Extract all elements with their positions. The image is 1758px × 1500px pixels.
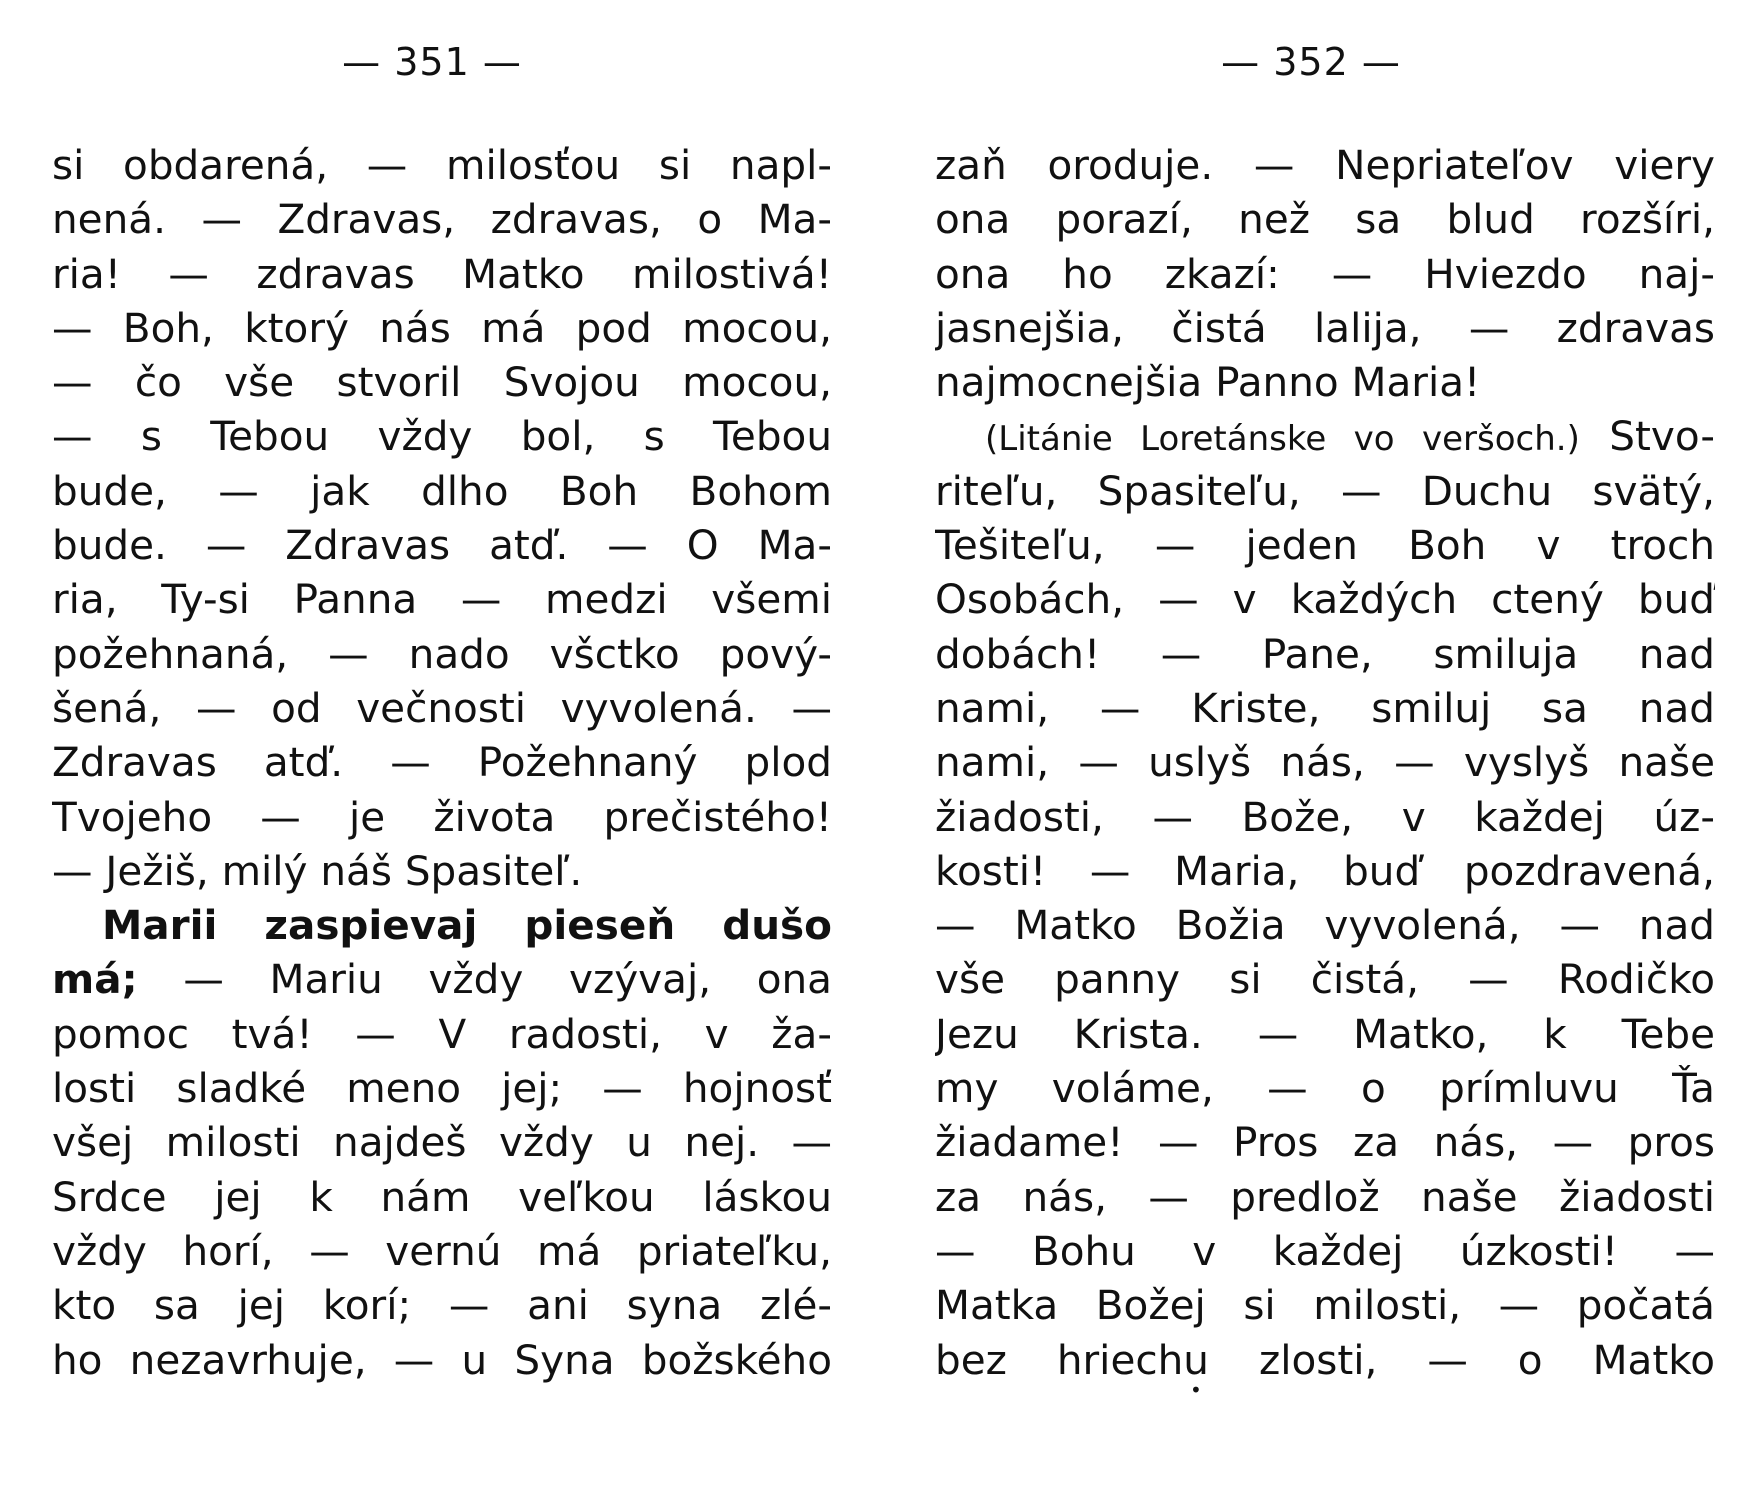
text-line: — Matko Božia vyvolená, — nad (935, 901, 1715, 950)
text-line: jasnejšia, čistá lalija, — zdravas (935, 303, 1715, 352)
text-line: — Boh, ktorý nás má pod mocou, (52, 303, 832, 352)
text-line: bude, — jak dlho Boh Bohom (52, 466, 832, 515)
text-line: všej milosti najdeš vždy u nej. — (52, 1118, 832, 1167)
right-page (935, 0, 1715, 1500)
text-line: ho nezavrhuje, — u Syna božského (52, 1335, 832, 1384)
text-line: losti sladké meno jej; — hojnosť (52, 1064, 832, 1113)
text-line: ona porazí, než sa blud rozšíri, (935, 195, 1715, 244)
text-line: — Bohu v každej úzkosti! — (935, 1226, 1715, 1275)
litany-title: (Litánie Loretánske vo veršoch.) (985, 419, 1580, 460)
text-line: kto sa jej korí; — ani syna zlé- (52, 1281, 832, 1330)
text-line: nená. — Zdravas, zdravas, o Ma- (52, 195, 832, 244)
text-line: ria, Ty-si Panna — medzi všemi (52, 575, 832, 624)
text-line: bude. — Zdravas atď. — O Ma- (52, 521, 832, 570)
text-line: my voláme, — o prímluvu Ťa (935, 1064, 1715, 1113)
text-line: riteľu, Spasiteľu, — Duchu svätý, (935, 466, 1715, 515)
text-line: zaň oroduje. — Nepriateľov viery (935, 141, 1715, 189)
text-line: Zdravas atď. — Požehnaný plod (52, 738, 832, 787)
text-line: bez hriechu zlosti, — o Matko (935, 1335, 1715, 1384)
text-line: ria! — zdravas Matko milostivá! (52, 249, 832, 298)
text-line: Tvojeho — je života prečistého! (52, 792, 832, 841)
text-line: si obdarená, — milosťou si napl- (52, 141, 832, 189)
text-line: najmocnejšia Panno Maria! (935, 358, 1481, 407)
text-block (52, 138, 832, 1387)
left-page (52, 0, 832, 1500)
text-line: Jezu Krista. — Matko, k Tebe (935, 1009, 1715, 1058)
page-number: — 352 — (1221, 40, 1401, 84)
text-line: — s Tebou vždy bol, s Tebou (52, 412, 832, 461)
section-heading: Marii zaspievaj pieseň dušo (102, 901, 832, 950)
litany-title-line (935, 409, 1715, 463)
text-line: vše panny si čistá, — Rodičko (935, 955, 1715, 1004)
text-line: nami, — uslyš nás, — vyslyš naše (935, 738, 1715, 787)
line-text: — Mariu vždy vzývaj, ona (137, 955, 832, 1004)
line-text: Stvo- (1579, 412, 1715, 461)
text-line: Matka Božej si milosti, — počatá (935, 1281, 1715, 1330)
page-number: — 351 — (342, 40, 522, 84)
text-line: žiadosti, — Bože, v každej úz- (935, 792, 1715, 841)
text-block (935, 138, 1715, 1387)
text-line: požehnaná, — nado všctko pový- (52, 629, 832, 678)
text-line: šená, — od večnosti vyvolená. — (52, 683, 832, 732)
heading-continuation: má; (52, 955, 138, 1004)
text-line: dobách! — Pane, smiluja nad (935, 629, 1715, 678)
text-line: pomoc tvá! — V radosti, v ža- (52, 1009, 832, 1058)
text-line: Srdce jej k nám veľkou láskou (52, 1172, 832, 1221)
text-line: Osobách, — v každých ctený buď (935, 575, 1715, 624)
text-line: Tešiteľu, — jeden Boh v troch (935, 521, 1715, 570)
text-line: kosti! — Maria, buď pozdravená, (935, 846, 1715, 895)
text-line: ona ho zkazí: — Hviezdo naj- (935, 249, 1715, 298)
text-line: žiadame! — Pros za nás, — pros (935, 1118, 1715, 1167)
ink-speck: • (1190, 1378, 1202, 1402)
text-line (52, 952, 832, 1006)
text-line: vždy horí, — vernú má priateľku, (52, 1226, 832, 1275)
text-line: — čo vše stvoril Svojou mocou, (52, 358, 832, 407)
text-line: za nás, — predlož naše žiadosti (935, 1172, 1715, 1221)
text-line: — Ježiš, milý náš Spasiteľ. (52, 846, 583, 895)
text-line: nami, — Kriste, smiluj sa nad (935, 683, 1715, 732)
